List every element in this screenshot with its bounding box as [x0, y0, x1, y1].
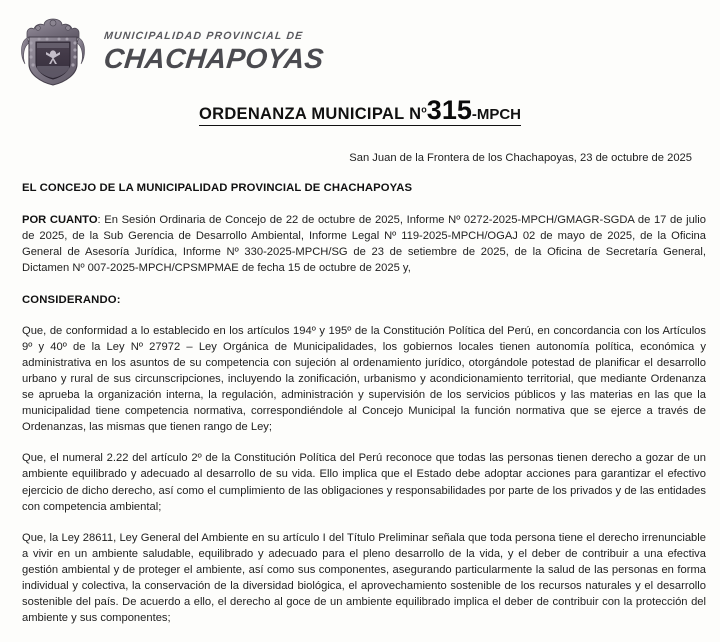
por-cuanto-paragraph: [22, 212, 706, 276]
document-title: [199, 96, 521, 126]
chachapoyas-coat-of-arms-icon: [16, 16, 90, 88]
por-cuanto-text: : En Sesión Ordinaria de Concejo de 22 de octubre de 2025, Informe Nº 0272-2025-MPCH/GMAGR-SGDA de 17 de julio de 2025, de la Sub Gerencia de Desarrollo Ambiental, Informe Legal Nº 119-2025-MPCH/OGAJ 02 de mayo de 2025, de la Oficina General de Asesoría Jurídica, Informe Nº 330-2025-MPCH/SG de 23 de setiembre de 2025, de la Oficina de Secretaría General, Dictamen Nº 007-2025-MPCH/CPSMPMAE de fecha 15 de octubre de 2025 y,: [22, 214, 706, 275]
document-title-prefix: ORDENANZA MUNICIPAL N: [198, 105, 422, 123]
letterhead-line-1: MUNICIPALIDAD PROVINCIAL DE: [103, 30, 304, 43]
place-and-date: San Juan de la Frontera de los Chachapoyas, 23 de octubre de 2025: [349, 152, 692, 164]
council-heading: EL CONCEJO DE LA MUNICIPALIDAD PROVINCIAL DE CHACHAPOYAS: [22, 182, 413, 195]
considerando-paragraph-1: Que, de conformidad a lo establecido en los artículos 194º y 195º de la Constitución Política del Perú, en concordancia con los Artículos 9º y 40º de la Ley Nº 27972 – Ley Orgánica de Municipalidades, los gobiernos locales tienen autonomía política, económica y administrativa en los asuntos de su competencia con sujeción al ordenamiento jurídico, otorgándole potestad de planificar el desarrollo urbano y rural de sus circunscripciones, incluyendo la zonificación, urbanismo y acondicionamiento territorial, que mediante Ordenanza se aprueba la organización interna, la regulación, administración y supervisión de los servicios públicos y las materias en las que la municipalidad tiene competencia normativa, correspondiéndole al Concejo Municipal la función normativa que se ejerce a través de Ordenanzas, las mismas que tienen rango de Ley;: [22, 324, 706, 434]
por-cuanto-label: POR CUANTO: [22, 214, 98, 227]
document-title-ordinal: o: [421, 104, 427, 115]
document-title-suffix: -MPCH: [471, 106, 522, 123]
letterhead: [0, 14, 720, 90]
document-title-number: 315: [426, 95, 472, 125]
letterhead-text: [102, 30, 326, 74]
document-title-row: [0, 96, 720, 126]
letterhead-line-2: CHACHAPOYAS: [102, 42, 326, 74]
considerando-paragraph-2: Que, el numeral 2.22 del artículo 2º de la Constitución Política del Perú reconoce que todas las personas tienen derecho a gozar de un ambiente equilibrado y adecuado al desarrollo de su vida. Ello implica que el Estado debe adoptar acciones para garantizar el efectivo ejercicio de dicho derecho, así como el cumplimiento de las obligaciones y responsabilidades por parte de los privados y de las entidades con competencia ambiental;: [22, 452, 706, 513]
document-body: [22, 150, 706, 641]
considerando-paragraph-3: Que, la Ley 28611, Ley General del Ambiente en su artículo I del Título Preliminar señala que toda persona tiene el derecho irrenunciable a vivir en un ambiente saludable, equilibrado y adecuado para el pleno desarrollo de la vida, y el deber de contribuir a una efectiva gestión ambiental y de proteger el ambiente, así como sus componentes, asegurando particularmente la salud de las personas en forma individual y colectiva, la conservación de la diversidad biológica, el aprovechamiento sostenible de los recursos naturales y el desarrollo sostenible del país. De acuerdo a ello, el derecho al goce de un ambiente equilibrado implica el deber de contribuir con la protección del ambiente y sus componentes;: [22, 531, 706, 625]
considerando-heading: CONSIDERANDO:: [22, 293, 121, 306]
